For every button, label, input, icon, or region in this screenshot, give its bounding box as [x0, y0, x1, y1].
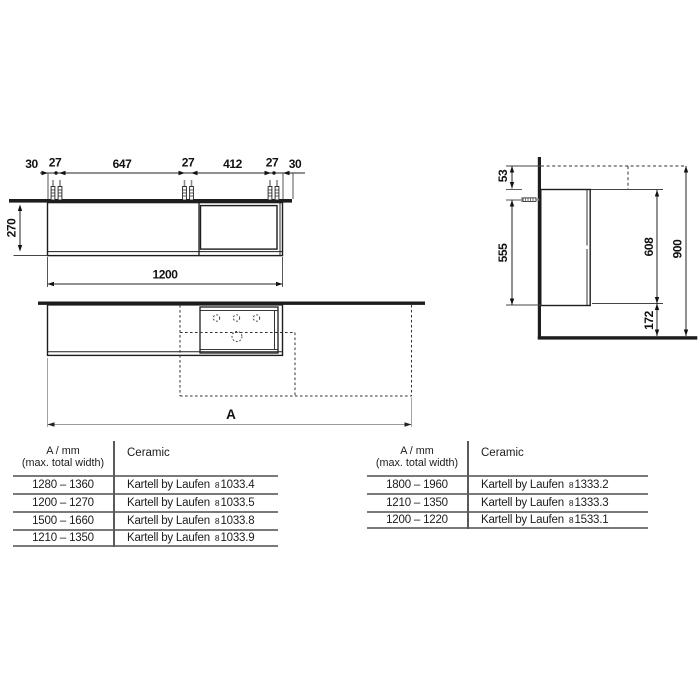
ceramic-cell: Kartell by Laufen 81533.1 [481, 514, 609, 526]
range-cell: 1200 – 1220 [386, 514, 448, 526]
ceramic-column-header: Ceramic [481, 447, 524, 459]
column-divider [113, 441, 115, 547]
front-width-dimension [48, 257, 283, 287]
wall-screw-icon [521, 197, 539, 202]
dim-27-left-label: 27 [48, 155, 62, 170]
plan-washbasin [200, 307, 278, 353]
front-height-dimension [5, 205, 48, 256]
dim-27-right-label: 27 [265, 155, 279, 170]
ceramic-cell: Kartell by Laufen 81033.4 [127, 479, 255, 491]
table-header [367, 440, 648, 475]
dim-A-label: A [226, 407, 236, 422]
dim-172-label: 172 [642, 311, 656, 330]
ceramic-cell: Kartell by Laufen 81033.5 [127, 497, 255, 509]
front-door-panel [201, 206, 278, 250]
dim-608-label: 608 [642, 237, 656, 257]
dim-647-label: 647 [112, 157, 132, 171]
table-row [13, 511, 278, 529]
plan-view [38, 302, 425, 428]
ceramic-cell: Kartell by Laufen 81333.3 [481, 497, 609, 509]
dim-1200-label: 1200 [152, 267, 178, 282]
front-top-dimension [40, 173, 305, 199]
dim-270-label: 270 [4, 218, 19, 238]
table-row [367, 493, 648, 511]
side-dim-172 [642, 304, 659, 337]
spec-table-right [367, 440, 648, 529]
dim-53-label: 53 [496, 169, 510, 183]
side-countertop-dashed [541, 166, 686, 190]
table-row [367, 475, 648, 493]
range-cell: 1210 – 1350 [386, 497, 448, 509]
plan-width-dimension [48, 358, 412, 427]
ceramic-cell: Kartell by Laufen 81033.9 [127, 532, 255, 544]
dim-555-label: 555 [496, 243, 510, 263]
range-cell: 1200 – 1270 [32, 497, 94, 509]
dim-30-right-label: 30 [288, 157, 302, 171]
ceramic-cell: Kartell by Laufen 81333.2 [481, 479, 609, 491]
side-dim-900 [671, 166, 689, 336]
ceramic-column-header: Ceramic [127, 447, 170, 459]
range-cell: 1280 – 1360 [32, 479, 94, 491]
front-view [5, 156, 306, 288]
plan-cabinet-body [48, 305, 283, 356]
dim-27-mid-label: 27 [181, 155, 195, 170]
spec-table-left [13, 440, 278, 547]
table-row [13, 475, 278, 493]
side-dim-608 [642, 190, 659, 304]
front-cabinet-body [48, 203, 283, 256]
tap-holes-icon [213, 315, 259, 342]
dim-30-left-label: 30 [25, 157, 38, 171]
mounting-screws-icon [51, 180, 279, 200]
side-dim-555 [496, 200, 514, 305]
table-row [367, 511, 648, 529]
column-divider [467, 441, 469, 529]
range-cell: 1500 – 1660 [32, 515, 94, 527]
side-cabinet-body [541, 190, 590, 306]
floor-line [538, 336, 698, 339]
width-column-header: A / mm (max. total width) [21, 445, 105, 469]
plan-extension-outline [180, 305, 412, 396]
range-cell: 1800 – 1960 [386, 479, 448, 491]
side-dim-53 [496, 166, 514, 189]
side-view [496, 157, 697, 340]
dim-900-label: 900 [670, 239, 685, 259]
width-column-header: A / mm (max. total width) [375, 445, 459, 469]
table-row [13, 529, 278, 547]
ceramic-cell: Kartell by Laufen 81033.8 [127, 515, 255, 527]
range-cell: 1210 – 1350 [32, 532, 94, 544]
table-header [13, 440, 278, 475]
dim-412-label: 412 [223, 157, 242, 171]
side-extension-lines [506, 166, 663, 305]
table-row [13, 493, 278, 511]
